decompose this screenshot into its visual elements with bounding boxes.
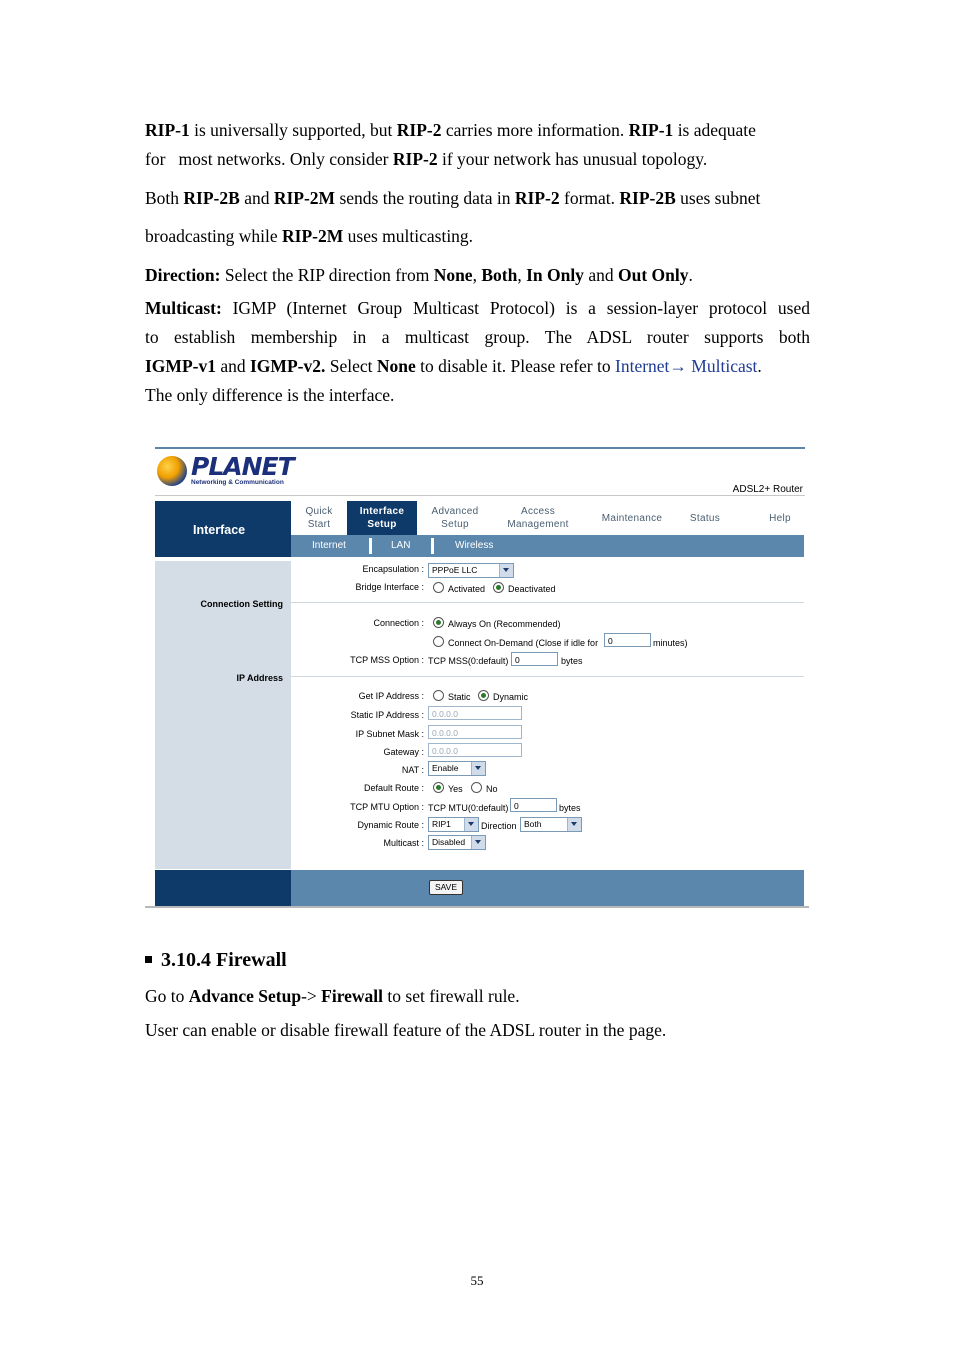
menu-label: Management [507, 519, 569, 530]
term-rip2b: RIP-2B [183, 188, 240, 208]
chevron-down-icon [471, 762, 485, 775]
text: carries more information. [441, 120, 629, 140]
direction-label: Direction [481, 821, 517, 831]
paragraph-firewall-desc: User can enable or disable firewall feature of the ADSL router in the page. [145, 1020, 667, 1040]
bridge-deactivated-label: Deactivated [508, 584, 556, 594]
dynamic-label: Dynamic [493, 692, 529, 702]
input-value: 0 [514, 801, 519, 811]
link-multicast[interactable]: Multicast [686, 356, 758, 376]
text: for most networks. Only consider [145, 149, 393, 169]
menu-label: Maintenance [601, 512, 663, 524]
menu-label: Status [689, 512, 721, 524]
bridge-interface-label: Bridge Interface : [355, 582, 424, 592]
encapsulation-label: Encapsulation : [362, 564, 424, 574]
text: to set firewall rule. [383, 986, 520, 1006]
term-rip2: RIP-2 [514, 188, 560, 208]
planet-logo [157, 454, 297, 488]
select-value: RIP1 [432, 819, 451, 829]
term-igmp-v2: IGMP-v2. [250, 356, 326, 376]
footer-left-bar [155, 870, 291, 906]
term-rip2m: RIP-2M [273, 188, 336, 208]
menu-quick-start[interactable] [291, 501, 347, 535]
section-heading [145, 949, 287, 972]
select-value: Both [524, 819, 542, 829]
text: , [517, 265, 527, 285]
heading-text: 3.10.4 Firewall [161, 949, 287, 971]
text: format. [559, 188, 620, 208]
static-ip-input[interactable] [428, 706, 522, 720]
bridge-activated-label: Activated [448, 584, 486, 594]
text: broadcasting while [145, 226, 283, 246]
gateway-label: Gateway : [383, 747, 424, 757]
static-ip-label: Static IP Address : [350, 710, 424, 720]
chevron-down-icon [471, 836, 485, 849]
paragraph-line [145, 116, 810, 145]
text: to disable it. Please refer to [415, 356, 615, 376]
text: . [757, 356, 762, 376]
dynamic-route-label: Dynamic Route : [357, 820, 424, 830]
term-both: Both [481, 265, 518, 285]
no-label: No [486, 784, 498, 794]
term-none: None [433, 265, 473, 285]
footer-bar [291, 870, 804, 906]
arrow-right-icon: → [669, 356, 687, 376]
subnet-mask-label: IP Subnet Mask : [355, 729, 424, 739]
menu-help[interactable] [757, 501, 803, 535]
paragraph-line [145, 352, 810, 381]
header-top-line [155, 447, 805, 449]
bridge-deactivated-radio[interactable] [493, 582, 504, 593]
gateway-input[interactable] [428, 743, 522, 757]
menu-maintenance[interactable] [587, 501, 677, 535]
text: Go to [145, 986, 189, 1006]
text: is adequate [673, 120, 756, 140]
menu-status[interactable] [677, 501, 733, 535]
paragraph-goto-firewall [145, 982, 810, 1011]
save-button[interactable]: SAVE [429, 880, 463, 895]
text: sends the routing data in [335, 188, 515, 208]
submenu-wireless[interactable]: Wireless [455, 540, 494, 551]
text: -> [301, 986, 322, 1006]
term-rip2m: RIP-2M [282, 226, 344, 246]
text: if your network has unusual topology. [437, 149, 708, 169]
text: Both [145, 188, 184, 208]
paragraph-multicast [145, 294, 810, 410]
sub-menu [291, 535, 804, 557]
term-igmp-v1: IGMP-v1 [145, 356, 216, 376]
submenu-lan[interactable]: LAN [391, 540, 411, 551]
default-route-no-radio[interactable] [471, 782, 482, 793]
main-menu [291, 501, 804, 535]
term-rip2b: RIP-2B [619, 188, 676, 208]
screenshot-bottom-line [145, 906, 809, 908]
direction-select[interactable] [520, 817, 582, 832]
page-number: 55 [470, 1273, 484, 1288]
section-title: Interface [193, 523, 246, 537]
tcp-mss-text: TCP MSS(0:default) [428, 656, 509, 666]
menu-label: Start [307, 519, 331, 530]
term-firewall: Firewall [321, 986, 384, 1006]
on-demand-radio[interactable] [433, 636, 444, 647]
paragraph-rip-support [145, 116, 810, 174]
logo-wordmark: PLANET [191, 452, 294, 481]
tcp-mss-unit: bytes [561, 656, 583, 666]
term-rip1: RIP-1 [628, 120, 674, 140]
text: , [472, 265, 482, 285]
text: . [688, 265, 693, 285]
dynamic-route-select[interactable] [428, 817, 479, 832]
paragraph-line [145, 145, 810, 174]
input-value: 0 [608, 636, 613, 646]
term-none: None [376, 356, 416, 376]
label-connection-setting: Connection Setting [200, 599, 283, 609]
product-name: ADSL2+ Router [732, 484, 803, 495]
text: Select the RIP direction from [220, 265, 434, 285]
subnet-mask-input[interactable] [428, 725, 522, 739]
chevron-down-icon [499, 564, 513, 577]
paragraph-line: to establish membership in a multicast group. The ADSL router supports both [145, 327, 810, 347]
static-label: Static [448, 692, 471, 702]
text: and [583, 265, 618, 285]
menu-label: Quick [305, 506, 333, 517]
submenu-divider [369, 538, 372, 554]
logo-tagline: Networking & Communication [191, 479, 284, 486]
row-divider [291, 676, 804, 677]
row-divider [291, 602, 804, 603]
text: Select [325, 356, 377, 376]
default-route-label: Default Route : [363, 783, 424, 793]
submenu-divider [431, 538, 434, 554]
term-rip2: RIP-2 [392, 149, 438, 169]
select-value: Disabled [432, 837, 466, 847]
term-rip2: RIP-2 [396, 120, 442, 140]
menu-label: Interface [359, 506, 405, 517]
text: and [215, 356, 250, 376]
dynamic-ip-radio[interactable] [478, 690, 489, 701]
tcp-mss-label: TCP MSS Option : [350, 655, 424, 665]
link-internet[interactable]: Internet [615, 356, 670, 376]
term-rip1: RIP-1 [145, 120, 190, 140]
menu-label: Help [769, 512, 791, 524]
menu-label: Access [520, 506, 556, 517]
submenu-internet[interactable]: Internet [312, 540, 346, 551]
nat-label: NAT : [401, 765, 424, 775]
encapsulation-select[interactable] [428, 563, 514, 578]
paragraph-line [145, 222, 810, 251]
text: uses subnet [675, 188, 761, 208]
paragraph-direction [145, 261, 810, 290]
bridge-activated-radio[interactable] [433, 582, 444, 593]
term-advance-setup: Advance Setup [188, 986, 302, 1006]
yes-label: Yes [448, 784, 463, 794]
nat-select[interactable] [428, 761, 486, 776]
minutes-label: minutes) [653, 638, 688, 648]
menu-advanced-setup[interactable] [417, 501, 493, 535]
always-on-radio[interactable] [433, 617, 444, 628]
select-value: Enable [432, 763, 459, 773]
paragraph-rip2-formats [145, 184, 810, 251]
on-demand-label: Connect On-Demand (Close if idle for [448, 638, 599, 648]
input-value: 0.0.0.0 [432, 709, 458, 719]
text: IGMP (Internet Group Multicast Protocol) is a session-layer protocol used [221, 298, 810, 318]
section-banner [155, 501, 291, 557]
text: is universally supported, but [189, 120, 397, 140]
paragraph-line [145, 294, 810, 323]
globe-logo-icon [157, 456, 187, 486]
select-value: PPPoE LLC [432, 565, 478, 575]
idle-minutes-input[interactable] [604, 633, 651, 647]
text: uses multicasting. [343, 226, 474, 246]
get-ip-label: Get IP Address : [358, 691, 424, 701]
term-in-only: In Only [526, 265, 584, 285]
multicast-select[interactable] [428, 835, 486, 850]
menu-label: Setup [367, 519, 397, 530]
paragraph-line [145, 184, 810, 213]
static-ip-radio[interactable] [433, 690, 444, 701]
term-out-only: Out Only [617, 265, 689, 285]
menu-label: Advanced [431, 506, 479, 517]
term-multicast: Multicast: [145, 298, 222, 318]
input-value: 0 [515, 655, 520, 665]
menu-interface-setup[interactable] [347, 501, 417, 535]
input-value: 0.0.0.0 [432, 746, 458, 756]
tcp-mtu-label: TCP MTU Option : [350, 802, 424, 812]
term-direction: Direction: [145, 265, 221, 285]
always-on-label: Always On (Recommended) [448, 619, 561, 629]
chevron-down-icon [567, 818, 581, 831]
bullet-square-icon [145, 956, 152, 963]
tcp-mtu-text: TCP MTU(0:default) [428, 803, 509, 813]
text: and [239, 188, 274, 208]
router-interface-screenshot [145, 444, 809, 910]
paragraph-line: The only difference is the interface. [145, 385, 395, 405]
tcp-mss-input[interactable] [511, 652, 558, 666]
settings-sidebar [155, 561, 291, 869]
multicast-label: Multicast : [383, 838, 424, 848]
menu-access-management[interactable] [493, 501, 583, 535]
menu-label: Setup [441, 519, 469, 530]
header-divider [155, 495, 805, 496]
default-route-yes-radio[interactable] [433, 782, 444, 793]
chevron-down-icon [464, 818, 478, 831]
input-value: 0.0.0.0 [432, 728, 458, 738]
settings-form [291, 561, 804, 869]
tcp-mtu-input[interactable] [510, 798, 557, 812]
label-ip-address: IP Address [236, 673, 283, 683]
tcp-mtu-unit: bytes [559, 803, 581, 813]
connection-label: Connection : [373, 618, 424, 628]
